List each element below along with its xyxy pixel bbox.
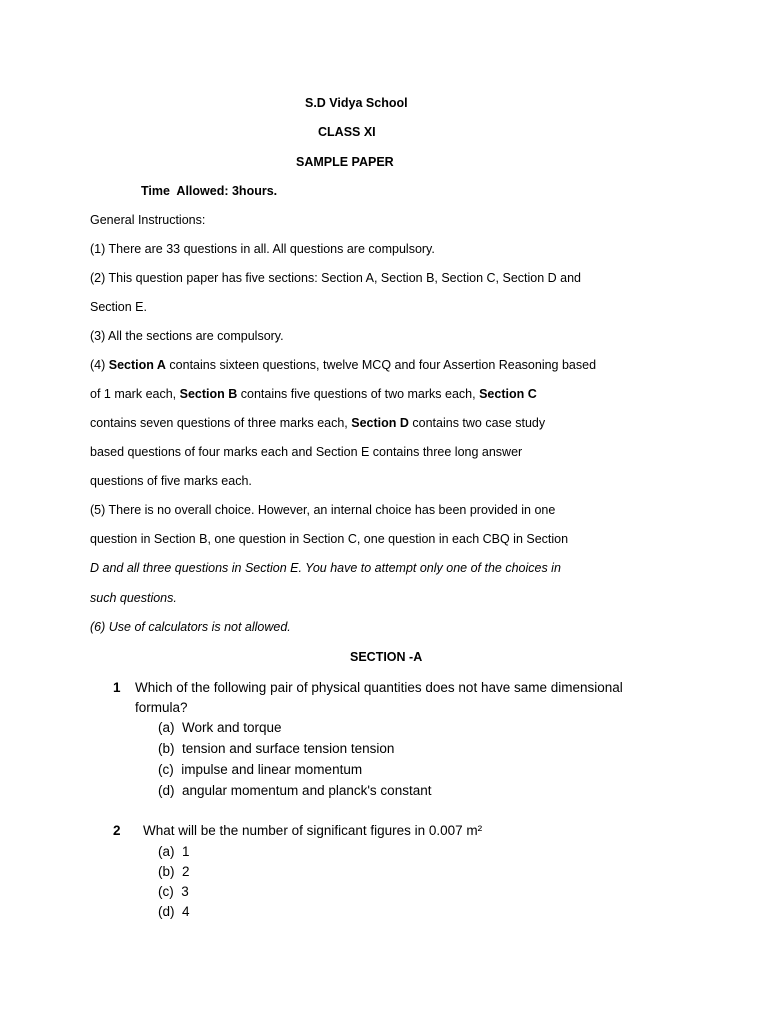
instruction-1: (1) There are 33 questions in all. All questions are compulsory. — [90, 242, 435, 256]
question-2-option-a: (a) 1 — [158, 844, 190, 859]
section-a-title: SECTION -A — [350, 650, 423, 664]
instruction-4-prefix: (4) — [90, 358, 109, 372]
school-name: S.D Vidya School — [305, 96, 408, 110]
class-label: CLASS XI — [318, 125, 376, 139]
instruction-4-text3: contains five questions of two marks each, — [237, 387, 480, 401]
instruction-4-text2: of 1 mark each, — [90, 387, 180, 401]
section-c-label: Section C — [479, 387, 537, 401]
instruction-2-line1: (2) This question paper has five sections: Section A, Section B, Section C, Section D and — [90, 271, 582, 285]
paper-title: SAMPLE PAPER — [296, 155, 394, 169]
time-allowed: Time Allowed: 3hours. — [141, 184, 278, 198]
instruction-4-text5: contains two case study — [408, 416, 546, 430]
section-d-label: Section D — [351, 416, 409, 430]
instruction-3: (3) All the sections are compulsory. — [90, 329, 284, 343]
instruction-5-line4: such questions. — [90, 591, 177, 605]
question-2-option-b: (b) 2 — [158, 864, 190, 879]
instruction-4-line5: questions of five marks each. — [90, 474, 252, 488]
question-1-option-b: (b) tension and surface tension tension — [158, 741, 395, 756]
instruction-4-text1: contains sixteen questions, twelve MCQ and four Assertion Reasoning based — [165, 358, 597, 372]
question-1-number: 1 — [113, 680, 121, 695]
section-b-label: Section B — [179, 387, 238, 401]
question-1-option-a: (a) Work and torque — [158, 720, 282, 735]
question-2-option-c: (c) 3 — [158, 884, 189, 899]
question-1-option-c: (c) impulse and linear momentum — [158, 762, 363, 777]
instruction-5-line1: (5) There is no overall choice. However, an internal choice has been provided in one — [90, 503, 556, 517]
question-2-text: What will be the number of significant figures in 0.007 m² — [143, 823, 483, 838]
question-1-text-line1: Which of the following pair of physical quantities does not have same dimensional — [135, 680, 623, 695]
instruction-4-line3 — [90, 415, 545, 431]
instruction-2-line2: Section E. — [90, 300, 147, 314]
instruction-6: (6) Use of calculators is not allowed. — [90, 620, 291, 634]
instruction-5-line3: D and all three questions in Section E. You have to attempt only one of the choices in — [90, 561, 561, 575]
instruction-5-line2: question in Section B, one question in Section C, one question in each CBQ in Section — [90, 532, 569, 546]
question-2-number: 2 — [113, 823, 121, 838]
instruction-4-text4: contains seven questions of three marks each, — [90, 416, 352, 430]
instruction-4-line2 — [90, 386, 537, 402]
question-2-option-d: (d) 4 — [158, 904, 190, 919]
instruction-4-line4: based questions of four marks each and Section E contains three long answer — [90, 445, 523, 459]
instructions-title: General Instructions: — [90, 213, 206, 227]
section-a-label: Section A — [108, 358, 166, 372]
instruction-4-line1 — [90, 357, 596, 373]
question-1-text-line2: formula? — [135, 700, 188, 715]
question-1-option-d: (d) angular momentum and planck's constant — [158, 783, 432, 798]
